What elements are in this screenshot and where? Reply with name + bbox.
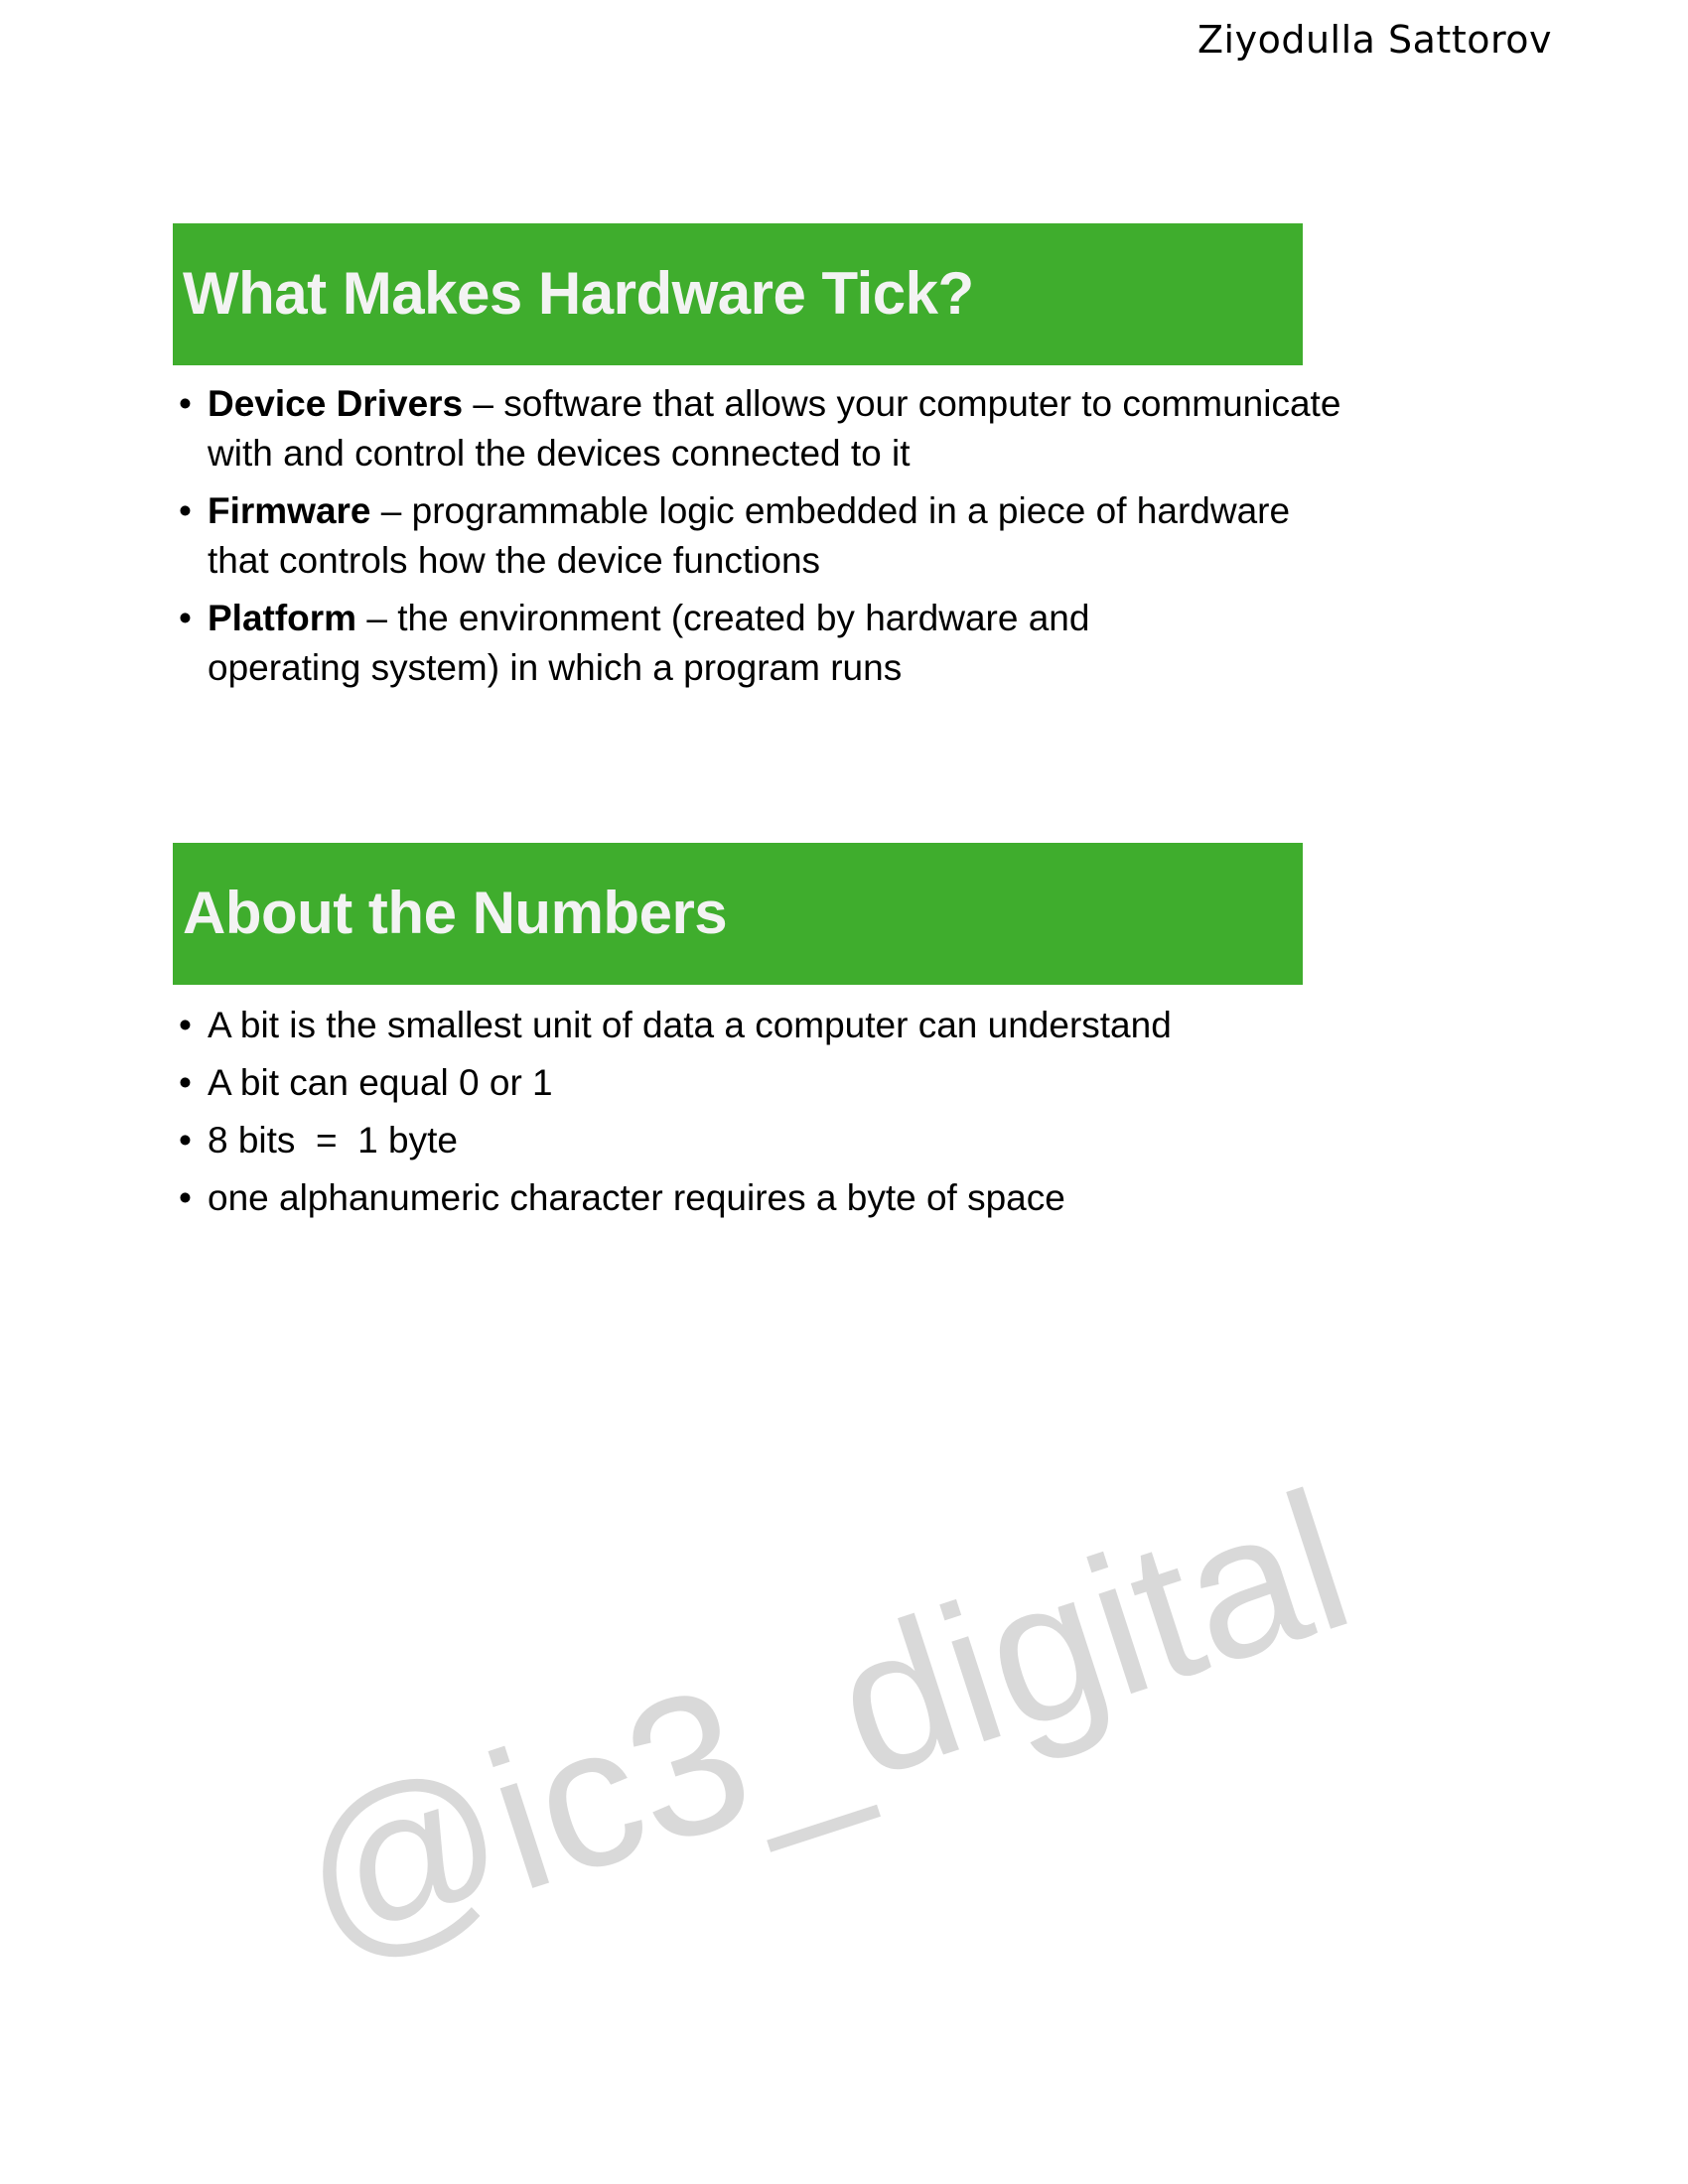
numbers-bullet-list	[179, 1001, 1470, 1231]
description: – programmable logic embedded in a piece of hardware that controls how the device functions	[208, 490, 1291, 581]
list-item	[179, 594, 1151, 693]
description: – the environment (created by hardware and operating system) in which a program runs	[208, 598, 1090, 688]
list-item: • one alphanumeric character requires a byte of space	[179, 1173, 1470, 1223]
list-item	[179, 486, 1350, 586]
section-header-numbers	[173, 843, 1303, 985]
list-item: • 8 bits = 1 byte	[179, 1116, 1470, 1165]
section-title: About the Numbers	[183, 880, 728, 946]
list-item: • A bit can equal 0 or 1	[179, 1058, 1470, 1108]
term: Platform	[208, 598, 357, 638]
list-item	[179, 379, 1350, 478]
section-header-hardware	[173, 223, 1303, 365]
section-title: What Makes Hardware Tick?	[183, 260, 974, 327]
term: Firmware	[208, 490, 371, 531]
term: Device Drivers	[208, 383, 464, 424]
author-name: Ziyodulla Sattorov	[1197, 18, 1552, 62]
watermark-text: @ic3_digital	[272, 1449, 1373, 1995]
hardware-bullet-list	[179, 379, 1350, 701]
list-item: • A bit is the smallest unit of data a computer can understand	[179, 1001, 1470, 1050]
description: – software that allows your computer to communicate with and control the devices connected to it	[208, 383, 1341, 474]
